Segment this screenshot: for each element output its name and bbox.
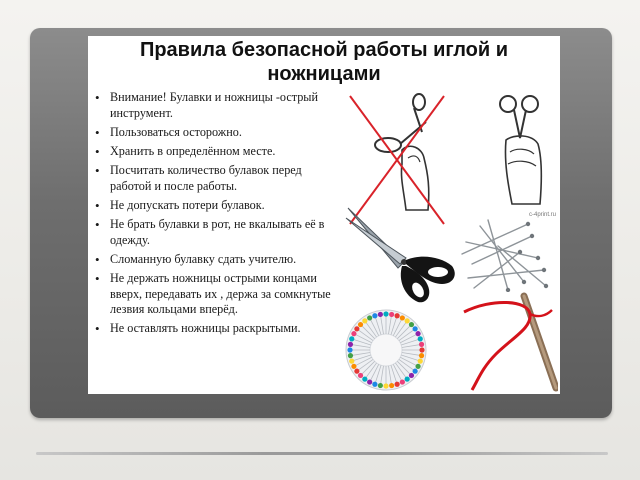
slide-content-panel	[88, 36, 560, 394]
pins-icon	[458, 212, 550, 296]
slide-title: Правила безопасной работы иглой и ножницами	[139, 39, 509, 85]
rule-item: • Сломанную булавку сдать учителю.	[92, 252, 342, 268]
rule-item: • Не держать ножницы острыми концами вверх, передавать их , держа за сомкнутые лезвия кольцами вперёд.	[92, 271, 342, 318]
rule-item: • Не брать булавки в рот, не вкалывать её в одежду.	[92, 217, 342, 248]
rules-list	[92, 90, 342, 341]
correct-scissors-pass-image	[486, 92, 558, 224]
rule-item: • Пользоваться осторожно.	[92, 125, 342, 141]
hand-closed-scissors-icon	[486, 92, 558, 212]
rule-item: • Не оставлять ножницы раскрытыми.	[92, 321, 342, 337]
slide-bottom-divider	[36, 452, 608, 455]
pincushion-image	[344, 308, 428, 392]
rule-item: • Внимание! Булавки и ножницы -острый инструмент.	[92, 90, 342, 121]
pincushion-icon	[344, 308, 428, 392]
image-source-caption: c-4print.ru	[528, 212, 556, 218]
scattered-pins-image	[458, 212, 550, 296]
needle-icon	[442, 292, 558, 392]
rule-item: • Хранить в определённом месте.	[92, 144, 342, 160]
rule-item: • Не допускать потери булавок.	[92, 198, 342, 214]
needle-thread-image	[442, 292, 558, 392]
rule-item: • Посчитать количество булавок перед работой и после работы.	[92, 163, 342, 194]
